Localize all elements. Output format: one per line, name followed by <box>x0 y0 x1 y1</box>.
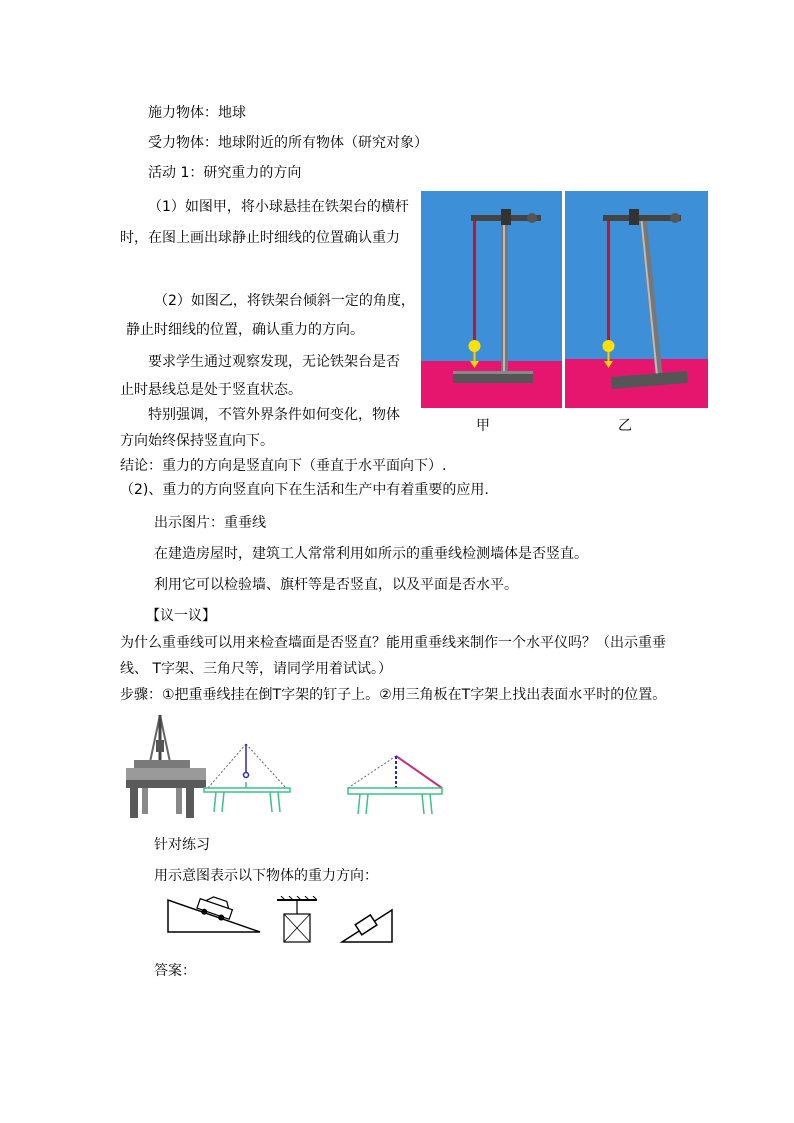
illustration-level-t-stand <box>200 742 296 820</box>
text-applier: 施力物体：地球 <box>148 105 246 121</box>
text-discuss-title: 【议一议】 <box>146 608 216 624</box>
caption-yi: 乙 <box>618 418 632 434</box>
text-application: （2)、重力的方向竖直向下在生活和生产中有着重要的应用. <box>120 482 489 498</box>
text-building: 在建造房屋时，建筑工人常常利用如所示的重垂线检测墙体是否竖直。 <box>154 546 588 562</box>
text-practice-title: 针对练习 <box>154 837 210 853</box>
text-step1-b: 时，在图上画出球静止时细线的位置确认重力 <box>120 230 400 246</box>
text-conclusion: 结论：重力的方向是竖直向下（垂直于水平面向下）. <box>120 458 447 474</box>
figure-block-on-wedge <box>338 906 396 946</box>
text-steps: 步骤：①把重垂线挂在倒T字架的钉子上。②用三角板在T字架上找出表面水平时的位置。 <box>120 687 667 703</box>
text-question-b: 线、 T字架、三角尺等，请同学用着试试。） <box>120 661 393 677</box>
illustration-plumb-table <box>120 710 210 820</box>
text-observe-a: 要求学生通过观察发现，无论铁架台是否 <box>148 354 400 370</box>
text-emphasis-b: 方向始终保持竖直向下。 <box>120 433 274 449</box>
illustration-tilted-t-stand <box>340 752 450 822</box>
text-receiver: 受力物体：地球附近的所有物体（研究对象） <box>148 135 428 151</box>
text-show-picture: 出示图片：重垂线 <box>154 515 266 531</box>
photo-jia <box>421 191 562 408</box>
photo-yi <box>565 191 708 408</box>
figure-car-on-incline <box>164 890 264 944</box>
text-activity-title: 活动 1：研究重力的方向 <box>148 165 302 181</box>
text-practice-instruction: 用示意图表示以下物体的重力方向： <box>154 868 378 884</box>
text-observe-b: 止时悬线总是处于竖直状态。 <box>120 382 302 398</box>
text-usage: 利用它可以检验墙、旗杆等是否竖直，以及平面是否水平。 <box>154 577 518 593</box>
text-step1-a: （1）如图甲，将小球悬挂在铁架台的横杆 <box>148 199 409 215</box>
figure-hanging-box <box>275 896 319 948</box>
text-answer: 答案： <box>154 963 196 979</box>
text-step2-b: 静止时细线的位置，确认重力的方向。 <box>126 322 364 338</box>
text-question-a: 为什么重垂线可以用来检查墙面是否竖直？能用重垂线来制作一个水平仪吗？（出示重垂 <box>120 635 666 651</box>
caption-jia: 甲 <box>476 418 490 434</box>
text-step2-a: （2）如图乙，将铁架台倾斜一定的角度， <box>154 293 415 309</box>
text-emphasis-a: 特别强调，不管外界条件如何变化，物体 <box>148 407 400 423</box>
